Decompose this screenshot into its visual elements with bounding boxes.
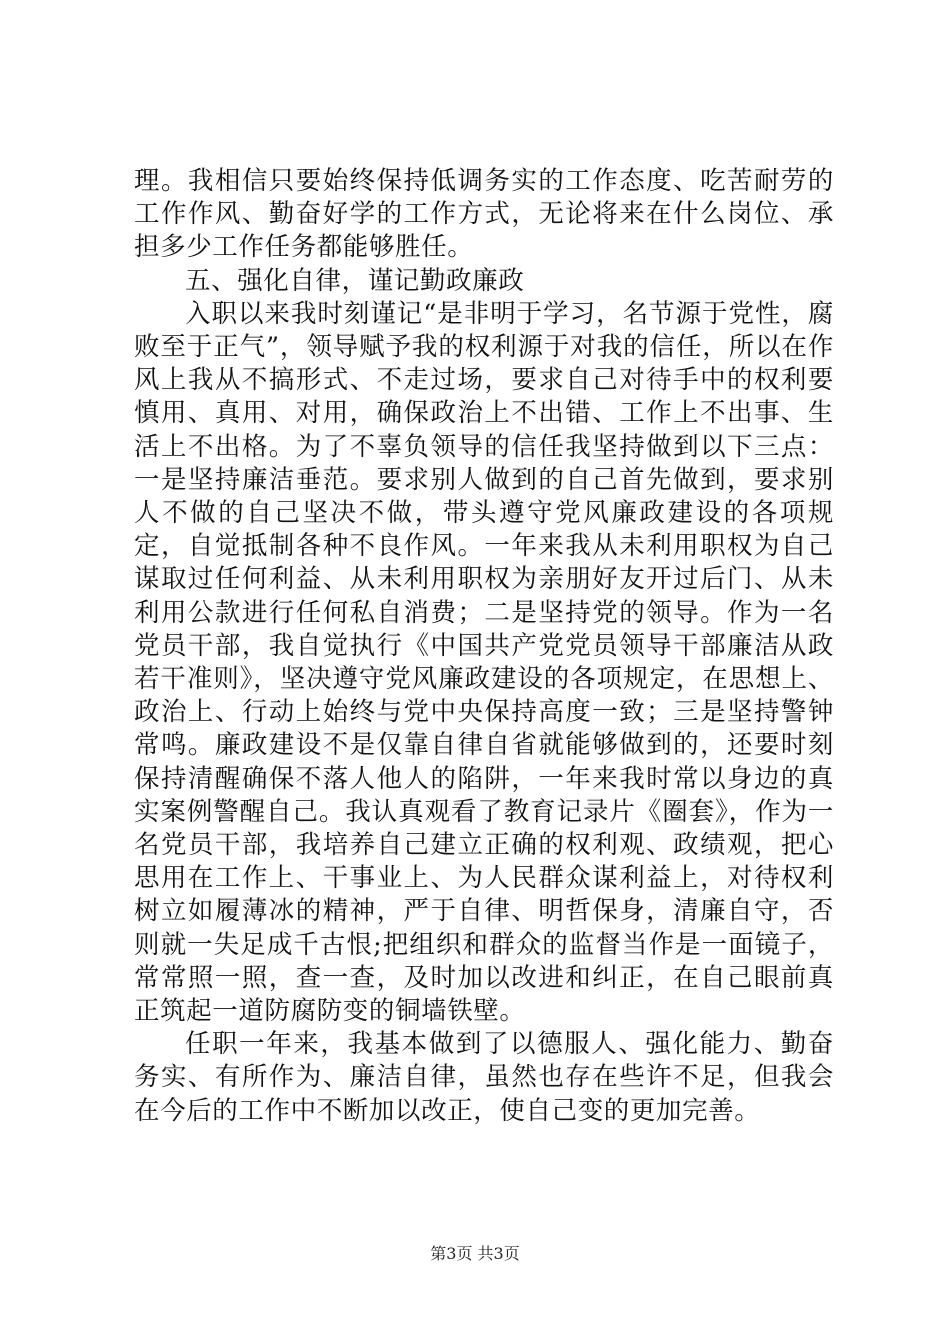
page-number: 第3页 共3页 bbox=[430, 1244, 520, 1263]
page-footer bbox=[0, 1244, 950, 1264]
section-heading: 五、强化自律，谨记勤政廉政 bbox=[185, 265, 525, 296]
paragraph: 入职以来我时刻谨记“是非明于学习，名节源于党性，腐败至于正气”，领导赋予我的权利源于对我的信任，所以在作风上我从不搞形式、不走过场，要求自己对待手中的权利要慎用、真用、对用，确保政治上不出错、工作上不出事、生活上不出格。为了不辜负领导的信任我坚持做到以下三点：一是坚持廉洁垂范。要求别人做到的自己首先做到，要求别人不做的自己坚决不做，带头遵守党风廉政建设的各项规定，自觉抵制各种不良作风。一年来我从未利用职权为自己谋取过任何利益、从未利用职权为亲朋好友开过后门、从未利用公款进行任何私自消费；二是坚持党的领导。作为一名党员干部，我自觉执行《中国共产党党员领导干部廉洁从政若干准则》，坚决遵守党风廉政建设的各项规定，在思想上、政治上、行动上始终与党中央保持高度一致；三是坚持警钟常鸣。廉政建设不是仅靠自律自省就能够做到的，还要时刻保持清醒确保不落人他人的陷阱，一年来我时常以身边的真实案例警醒自己。我认真观看了教育记录片《圈套》，作为一名党员干部，我培养自己建立正确的权利观、政绩观，把心思用在工作上、干事业上、为人民群众谋利益上，对待权利树立如履薄冰的精神，严于自律、明哲保身，清廉自守，否则就一失足成千古恨;把组织和群众的监督当作是一面镜子，常常照一照，查一查，及时加以改进和纠正，在自己眼前真正筑起一道防腐防变的铜墙铁壁。 bbox=[134, 298, 834, 1027]
document-body bbox=[134, 165, 834, 1128]
paragraph-continuation: 理。我相信只要始终保持低调务实的工作态度、吃苦耐劳的工作作风、勤奋好学的工作方式，无论将来在什么岗位、承担多少工作任务都能够胜任。 bbox=[134, 166, 834, 263]
paragraph: 任职一年来，我基本做到了以德服人、强化能力、勤奋务实、有所作为、廉洁自律，虽然也存在些许不足，但我会在今后的工作中不断加以改正，使自己变的更加完善。 bbox=[134, 1029, 834, 1126]
